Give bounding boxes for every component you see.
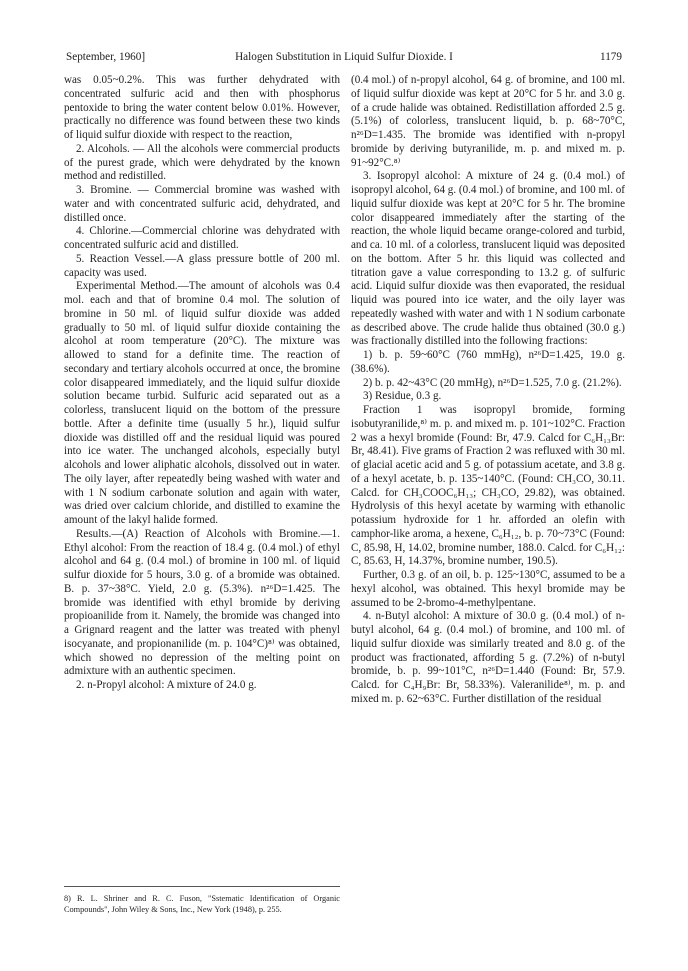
running-header [66, 49, 622, 65]
paragraph: Further, 0.3 g. of an oil, b. p. 125~130°C, assumed to be a hexyl alcohol, was obtained. This hexyl bromide may be assumed to be 2-bromo-4-methylpentane. [351, 569, 625, 609]
paragraph: 2. Alcohols. — All the alcohols were commercial products of the purest grade, which were dehydrated by the known method and redistilled. [64, 142, 340, 183]
paragraph: 2) b. p. 42~43°C (20 mmHg), n²⁶D=1.525, 7.0 g. (21.2%). [363, 376, 622, 389]
right-column [351, 74, 625, 707]
paragraph: 3. Isopropyl alcohol: A mixture of 24 g. (0.4 mol.) of isopropyl alcohol, 64 g. (0.4 mol.) of bromine, and 100 ml. of liquid sulfur dioxide was kept at 20°C for 5 hr. The bromine color disappeared immediately after the starting of the reaction, the whole liquid became orange-colored and turbid, and ca. 10 ml. of a colorless, translucent liquid was deposited on the bottom. After 5 hr. this liquid was collected and titration gave a value corresponding to 13.2 g. of sulfuric acid. Liquid sulfur dioxide was then evaporated, the residual liquid was poured into ice water, and the oily layer was repeatedly washed with water and with 1 N sodium carbonate as described above. The crude halide thus obtained (30.0 g.) was fractionally distilled into the following fractions: [351, 170, 625, 348]
paragraph: 4. Chlorine.—Commercial chlorine was dehydrated with concentrated sulfuric acid and distilled. [64, 225, 340, 251]
header-date: September, 1960] [66, 51, 146, 63]
left-column [64, 74, 340, 693]
paragraph: Results.—(A) Reaction of Alcohols with Bromine.—1. Ethyl alcohol: From the reaction of 18.4 g. (0.4 mol.) of ethyl alcohol and 64 g. (0.4 mol.) of bromine in 100 ml. of liquid sulfur dioxide for 5 hours, 3.0 g. of a bromide was obtained. B. p. 37~38°C. Yield, 2.0 g. (5.3%). n²⁶D=1.425. The bromide was identified with ethyl bromide by deriving propioanilide from it. Namely, the bromide was changed into a Grignard reagent and the latter was treated with phenyl isocyanate, and propionanilide (m. p. 104°C)⁸⁾ was obtained, which showed no depression of the melting point on admixture with an authentic specimen. [64, 527, 340, 678]
paragraph: was 0.05~0.2%. This was further dehydrated with concentrated sulfuric acid and then with phosphorus pentoxide to bring the water content below 0.01%. However, practically no difference was found between these two kinds of liquid sulfur dioxide with respect to the reaction, [64, 74, 340, 141]
paragraph: 4. n-Butyl alcohol: A mixture of 30.0 g. (0.4 mol.) of n-butyl alcohol, 64 g. (0.4 mol.) of bromine, and 100 ml. of liquid sulfur dioxide was similarly treated and 8.0 g. of the product was fractionated, affording 5 g. (7.2%) of n-butyl bromide, b. p. 99~101°C, n²⁶D=1.440 (Found: Br, 57.9. Calcd. for C₄H₉Br: Br, 58.33%). Valeranilide⁸⁾, m. p. and mixed m. p. 62~63°C. Further distillation of the residual [351, 610, 625, 705]
paragraph: Experimental Method.—The amount of alcohols was 0.4 mol. each and that of bromine 0.4 mol. The solution of bromine in 50 ml. of liquid sulfur dioxide was added gradually to 50 ml. of liquid sulfur dioxide containing the alcohol at room temperature (20°C). The mixture was allowed to stand for a definite time. The reaction of secondary and tertiary alcohols occurred at once, the bromine color disappeared immediately, and the liquid sulfur dioxide solution became turbid. Sulfuric acid separated out as a colorless, translucent liquid on the bottom of the pressure bottle. After a definite time (usually 5 hr.), liquid sulfur dioxide was distilled off and the residual liquid was poured into ice water. The unchanged alcohols, especially butyl alcohols and lower aliphatic alcohols, dissolved out in water. The oily layer, after repeatedly being washed with water and with 1 N sodium carbonate solution and again with water, was dried over calcium chloride, and distilled to examine the amount of the lakyl halide formed. [64, 280, 340, 526]
paragraph: 5. Reaction Vessel.—A glass pressure bottle of 200 ml. capacity was used. [64, 252, 340, 279]
header-page-number: 1179 [600, 51, 622, 63]
paragraph: 1) b. p. 59~60°C (760 mmHg), n²⁶D=1.425, 19.0 g. (38.6%). [351, 349, 625, 375]
footnote: 8) R. L. Shriner and R. C. Fuson, "Sstematic Identification of Organic Compounds", John Wiley & Sons, Inc., New York (1948), p. 255. [64, 894, 340, 914]
paragraph: 3) Residue, 0.3 g. [363, 390, 442, 403]
paragraph: 2. n-Propyl alcohol: A mixture of 24.0 g. [76, 679, 257, 691]
header-title: Halogen Substitution in Liquid Sulfur Dioxide. I [235, 51, 453, 63]
footnote-divider [64, 886, 340, 887]
paragraph: (0.4 mol.) of n-propyl alcohol, 64 g. of bromine, and 100 ml. of liquid sulfur dioxide was kept at 20°C for 5 hr. and 3.0 g. of a crude halide was obtained. Redistillation afforded 2.5 g. (5.1%) of colorless, translucent liquid, b. p. 68~70°C, n²⁶D=1.435. The bromide was identified with n-propyl bromide by deriving butyranilide, m. p. and mixed m. p. 91~92°C.⁸⁾ [351, 74, 625, 169]
paragraph: Fraction 1 was isopropyl bromide, forming isobutyranilide,⁸⁾ m. p. and mixed m. p. 101~102°C. Fraction 2 was a hexyl bromide (Found: Br, 47.9. Calcd for C₆H₁₃Br: Br, 48.41). Five grams of Fraction 2 was refluxed with 30 ml. of glacial acetic acid and 5 g. of potassium acetate, and 3.8 g. of a hexyl acetate, b. p. 135~140°C. (Found: CH₃CO, 30.11. Calcd. for CH₃COOC₆H₁₃; CH₃CO, 29.82), was obtained. Hydrolysis of this hexyl acetate by warming with ethanolic potassium hydroxide for 1 hr. afforded an olefin with camphor-like aroma, a hexene, C₆H₁₂, b. p. 70~73°C (Found: C, 85.98, H, 14.02, bromine number, 188.0. Calcd. for C₆H₁₂: C, 85.63, H, 14.37%, bromine number, 190.5). [351, 404, 625, 568]
paragraph: 3. Bromine. — Commercial bromine was washed with water and with concentrated sulfuric acid, dehydrated, and distilled once. [64, 184, 340, 224]
